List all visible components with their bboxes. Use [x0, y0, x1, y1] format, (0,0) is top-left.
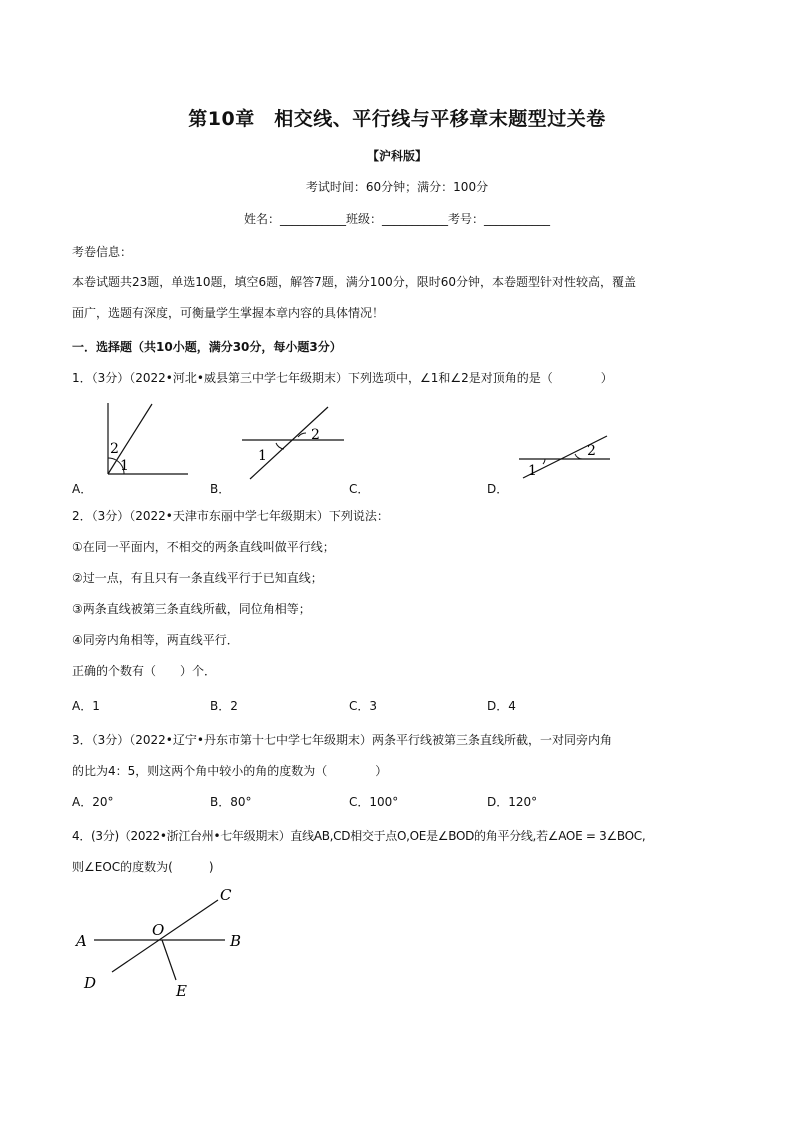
q1-d-label-2: 2	[587, 443, 596, 459]
q2-option-c: C．3	[349, 699, 378, 713]
q1-d-label-1: 1	[528, 463, 537, 479]
q4-label-b: B	[230, 932, 242, 950]
q3-option-d: D．120°	[487, 795, 538, 809]
q2-item-3: ③两条直线被第三条直线所截，同位角相等；	[72, 602, 311, 616]
q1-text: 1．（3分）（2022•河北•威县第三中学七年级期末）下列选项中，∠1和∠2是对顶角的是（ ）	[72, 371, 613, 385]
q4-line-2: 则∠EOC的度数为( )	[72, 860, 214, 874]
q3-line-2: 的比为4：5，则这两个角中较小的角的度数为（ ）	[72, 764, 388, 778]
q1-b-label-2: 2	[311, 427, 320, 443]
q2-item-4: ④同旁内角相等，两直线平行．	[72, 633, 239, 647]
q4-figure	[70, 880, 280, 1005]
section-heading: 一．选择题（共10小题，满分30分，每小题3分）	[72, 340, 342, 354]
edition-label: 【沪科版】	[366, 149, 427, 163]
q4-line-1: 4．(3分)（2022•浙江台州•七年级期末）直线AB,CD相交于点O,OE是∠BOD的角平分线,若∠AOE = 3∠BOC,	[72, 829, 646, 843]
q3-option-a: A．20°	[72, 795, 114, 809]
q1-option-a: A．	[72, 482, 93, 496]
q2-option-d: D．4	[487, 699, 516, 713]
info-line-2: 面广，选题有深度，可衡量学生掌握本章内容的具体情况！	[72, 306, 385, 320]
q4-label-a: A	[76, 932, 87, 950]
q3-line-1: 3．（3分）（2022•辽宁•丹东市第十七中学七年级期末）两条平行线被第三条直线所截，一对同旁内角	[72, 733, 612, 747]
q4-label-e: E	[176, 982, 187, 1000]
q2-item-2: ②过一点，有且只有一条直线平行于已知直线；	[72, 571, 323, 585]
q1-option-c: C．	[349, 482, 370, 496]
info-heading: 考卷信息：	[72, 245, 133, 259]
q2-item-1: ①在同一平面内，不相交的两条直线叫做平行线；	[72, 540, 335, 554]
q3-option-c: C．100°	[349, 795, 399, 809]
q1-figure-a	[100, 398, 195, 480]
q1-b-label-1: 1	[258, 448, 267, 464]
q1-figure-d	[515, 432, 615, 482]
q4-label-c: C	[220, 886, 232, 904]
q1-a-label-2: 2	[110, 441, 119, 457]
q1-figure-b	[238, 405, 353, 485]
student-fields: 姓名：___________班级：___________考号：___________	[243, 212, 550, 226]
exam-info: 考试时间：60分钟；满分：100分	[305, 180, 489, 194]
q4-label-d: D	[84, 974, 97, 992]
q1-a-label-1: 1	[120, 458, 129, 474]
q2-option-b: B．2	[210, 699, 238, 713]
q3-option-b: B．80°	[210, 795, 252, 809]
q4-label-o: O	[152, 921, 165, 939]
q1-option-d: D．	[487, 482, 509, 496]
info-line-1: 本卷试题共23题，单选10题，填空6题，解答7题，满分100分，限时60分钟，本卷题型针对性较高，覆盖	[72, 275, 636, 289]
page-title: 第10章 相交线、平行线与平移章末题型过关卷	[188, 108, 606, 130]
q2-option-a: A．1	[72, 699, 100, 713]
q2-text: 2．（3分）（2022•天津市东丽中学七年级期末）下列说法：	[72, 509, 389, 523]
q1-option-b: B．	[210, 482, 231, 496]
q2-question: 正确的个数有（ ）个．	[72, 664, 217, 678]
